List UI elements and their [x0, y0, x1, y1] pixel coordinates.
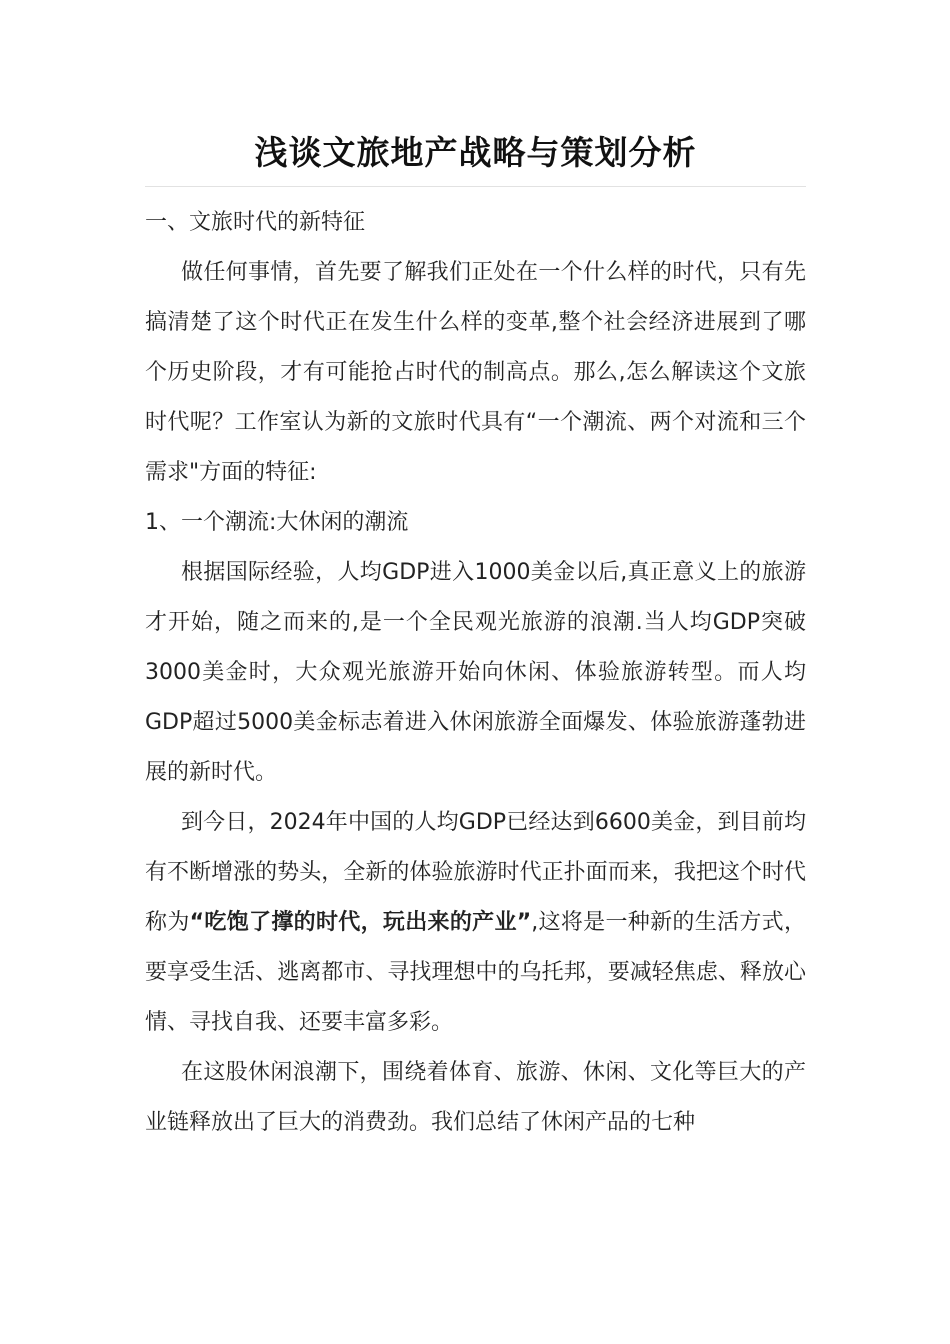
section-heading: 一、文旅时代的新特征	[145, 210, 366, 235]
paragraph-china-gdp-text: 到今日，2024年中国的人均GDP已经达到6600美金，到目前均有不断增涨的势头，全新的体验旅游时代正扑面而来，我把这个时代称为	[145, 810, 806, 935]
paragraph-china-gdp-tail: ,这将是一种新的生活方式，要享受生活、逃离都市、寻找理想中的乌托邦，要减轻焦虑、释放心情、寻找自我、还要丰富多彩。	[145, 910, 806, 1035]
title-divider	[145, 186, 806, 187]
paragraph-china-gdp	[145, 798, 806, 1048]
paragraph-intro: 做任何事情，首先要了解我们正处在一个什么样的时代，只有先搞清楚了这个时代正在发生什么样的变革,整个社会经济进展到了哪个历史阶段，才有可能抢占时代的制高点。那么,怎么解读这个文旅时代呢？工作室认为新的文旅时代具有“一个潮流、两个对流和三个需求"方面的特征:	[145, 260, 806, 485]
document-body	[145, 198, 806, 1148]
emphasis-quote: “吃饱了撑的时代，玩出来的产业”	[189, 910, 532, 935]
document-title: 浅谈文旅地产战略与策划分析	[254, 133, 697, 172]
paragraph-leisure-wave: 在这股休闲浪潮下，围绕着体育、旅游、休闲、文化等巨大的产业链释放出了巨大的消费劲。我们总结了休闲产品的七种	[145, 1060, 806, 1135]
subheading-trend: 1、一个潮流:大休闲的潮流	[145, 510, 409, 535]
paragraph-gdp-experience: 根据国际经验，人均GDP进入1000美金以后,真正意义上的旅游才开始，随之而来的,是一个全民观光旅游的浪潮.当人均GDP突破3000美金时，大众观光旅游开始向休闲、体验旅游转型。而人均GDP超过5000美金标志着进入休闲旅游全面爆发、体验旅游蓬勃进展的新时代。	[145, 560, 806, 785]
